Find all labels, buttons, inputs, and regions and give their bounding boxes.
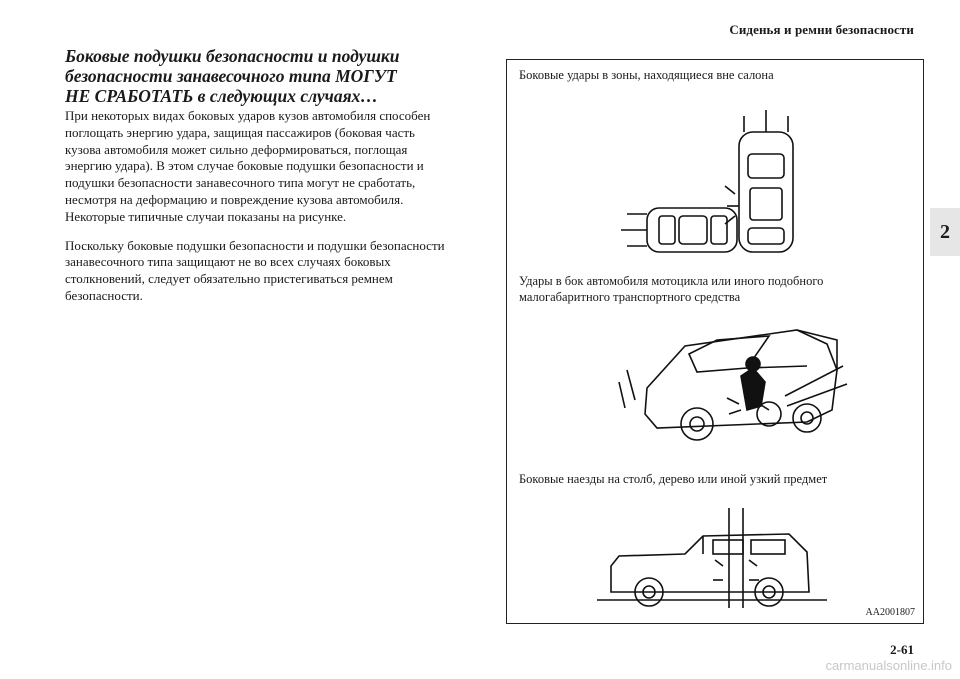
paragraph-1 [65, 108, 475, 226]
caption-line: Удары в бок автомобиля мотоцикла или иного подобного [519, 274, 824, 288]
caption-line: малогабаритного транспортного средства [519, 290, 741, 304]
figure-caption-2 [519, 273, 899, 305]
motorcycle-side-impact-illustration [507, 310, 923, 460]
text-line: несмотря на деформацию и повреждение кузова автомобиля. [65, 191, 404, 207]
text-line: подушки безопасности занавесочного типа могут не сработать, [65, 175, 416, 191]
text-line: поглощать энергию удара, защищая пассажиров (боковая часть [65, 124, 415, 140]
text-line: Некоторые типичные случаи показаны на рисунке. [65, 208, 347, 224]
car-to-car-side-impact-illustration [507, 96, 923, 266]
text-line: энергию удара). В этом случае боковые подушки безопасности и [65, 158, 424, 174]
figure-code: AA2001807 [865, 607, 915, 618]
heading-line: Боковые подушки безопасности и подушки [65, 46, 400, 66]
text-line: кузова автомобиля может сильно деформироваться, поглощая [65, 141, 408, 157]
main-text-column [65, 46, 475, 317]
section-heading [65, 46, 475, 106]
text-line: При некоторых видах боковых ударов кузов автомобиля способен [65, 108, 431, 123]
text-line: столкновений, следует обязательно пристегиваться ремнем [65, 271, 393, 287]
page-number: 2-61 [890, 642, 914, 657]
paragraph-2 [65, 238, 475, 305]
illustration-figure [506, 59, 924, 624]
text-line: занавесочного типа защищают не во всех случаях боковых [65, 254, 391, 270]
page-header-title: Сиденья и ремни безопасности [729, 22, 914, 37]
text-line: безопасности. [65, 287, 143, 303]
chapter-tab: 2 [930, 208, 960, 256]
heading-line: безопасности занавесочного типа МОГУТ [65, 66, 397, 86]
watermark: carmanualsonline.info [825, 658, 952, 673]
text-line: Поскольку боковые подушки безопасности и подушки безопасности [65, 237, 445, 253]
figure-caption-1: Боковые удары в зоны, находящиеся вне салона [519, 68, 774, 82]
pole-side-impact-illustration [507, 500, 923, 610]
figure-caption-3: Боковые наезды на столб, дерево или иной узкий предмет [519, 472, 828, 486]
heading-line: НЕ СРАБОТАТЬ в следующих случаях… [65, 86, 378, 106]
